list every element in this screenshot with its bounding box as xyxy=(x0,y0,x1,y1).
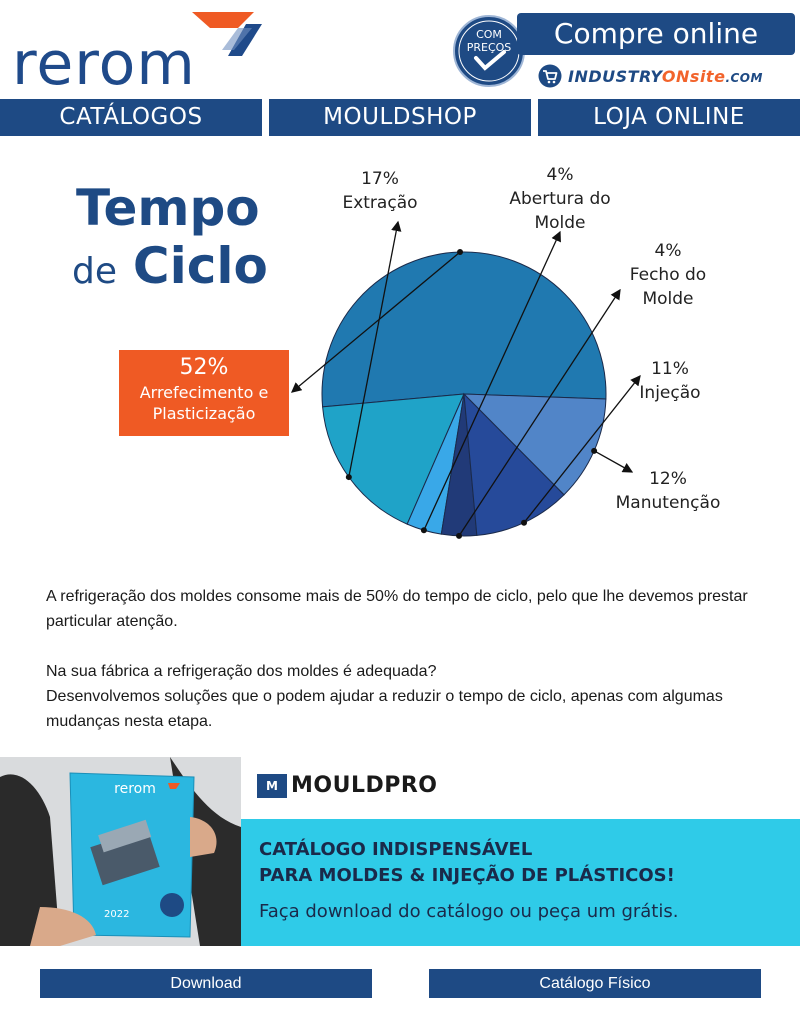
catalog-photo xyxy=(0,757,241,946)
banner-headline-1: CATÁLOGO INDISPENSÁVEL xyxy=(259,839,533,860)
mouldpro-logo xyxy=(257,773,438,798)
nav-mouldshop[interactable]: MOULDSHOP xyxy=(269,99,531,136)
banner-subtext: Faça download do catálogo ou peça um grátis. xyxy=(259,901,679,922)
buy-online-button[interactable]: Compre online xyxy=(517,13,795,55)
pie-label: 4% Abertura do Molde xyxy=(509,165,611,233)
download-button[interactable]: Download xyxy=(40,969,372,998)
pie-slice xyxy=(322,252,606,407)
logo-mark-icon xyxy=(188,6,264,58)
catalog-banner[interactable] xyxy=(241,757,800,946)
pie-label-arrefecimento xyxy=(119,350,289,436)
physical-catalog-button[interactable]: Catálogo Físico xyxy=(429,969,761,998)
body-paragraph-2: Na sua fábrica a refrigeração dos moldes é adequada? xyxy=(46,663,437,680)
com-precos-badge xyxy=(452,14,526,88)
body-paragraph-3: Desenvolvemos soluções que o podem ajudar a reduzir o tempo de ciclo, apenas com algumas mudanças nesta etapa. xyxy=(46,688,723,730)
nav-loja-online[interactable]: LOJA ONLINE xyxy=(538,99,800,136)
cart-icon xyxy=(538,64,562,88)
pie-label: 11% Injeção xyxy=(639,359,701,403)
rerom-logo[interactable] xyxy=(0,0,270,99)
badge-line2: PREÇOS xyxy=(466,41,512,54)
mouldpro-text: MOULDPRO xyxy=(291,773,438,798)
page-title-line2: de Ciclo xyxy=(72,237,268,295)
body-paragraph-1: A refrigeração dos moldes consome mais de 50% do tempo de ciclo, pelo que lhe devemos prestar particular atenção. xyxy=(46,588,748,630)
pie-label: 12% Manutenção xyxy=(615,469,721,513)
industry-onsite-link[interactable] xyxy=(538,62,788,90)
industry-onsite-logo: INDUSTRYONsite.COM xyxy=(568,66,763,86)
badge-line1: COM xyxy=(476,28,502,41)
catalog-banner-panel xyxy=(241,819,800,946)
pie-label-pct: 52% xyxy=(179,355,229,380)
pie-leader-line xyxy=(594,451,632,472)
catalog-cover-year: 2022 xyxy=(104,909,130,920)
catalog-photo-illustration xyxy=(0,757,241,946)
pie-label-text: Arrefecimento e Plasticização xyxy=(139,383,269,423)
banner-headline-2: PARA MOLDES & INJEÇÃO DE PLÁSTICOS! xyxy=(259,865,675,886)
page-title-line1: Tempo xyxy=(76,179,260,237)
pie-label: 17% Extração xyxy=(342,169,418,213)
pie-label: 4% Fecho do Molde xyxy=(629,241,707,309)
header xyxy=(0,0,800,99)
logo-text: rerom xyxy=(12,29,196,99)
mouldpro-mark-icon: M xyxy=(257,774,287,798)
catalog-cover-brand: rerom xyxy=(114,781,156,797)
nav-catalogos[interactable]: CATÁLOGOS xyxy=(0,99,262,136)
